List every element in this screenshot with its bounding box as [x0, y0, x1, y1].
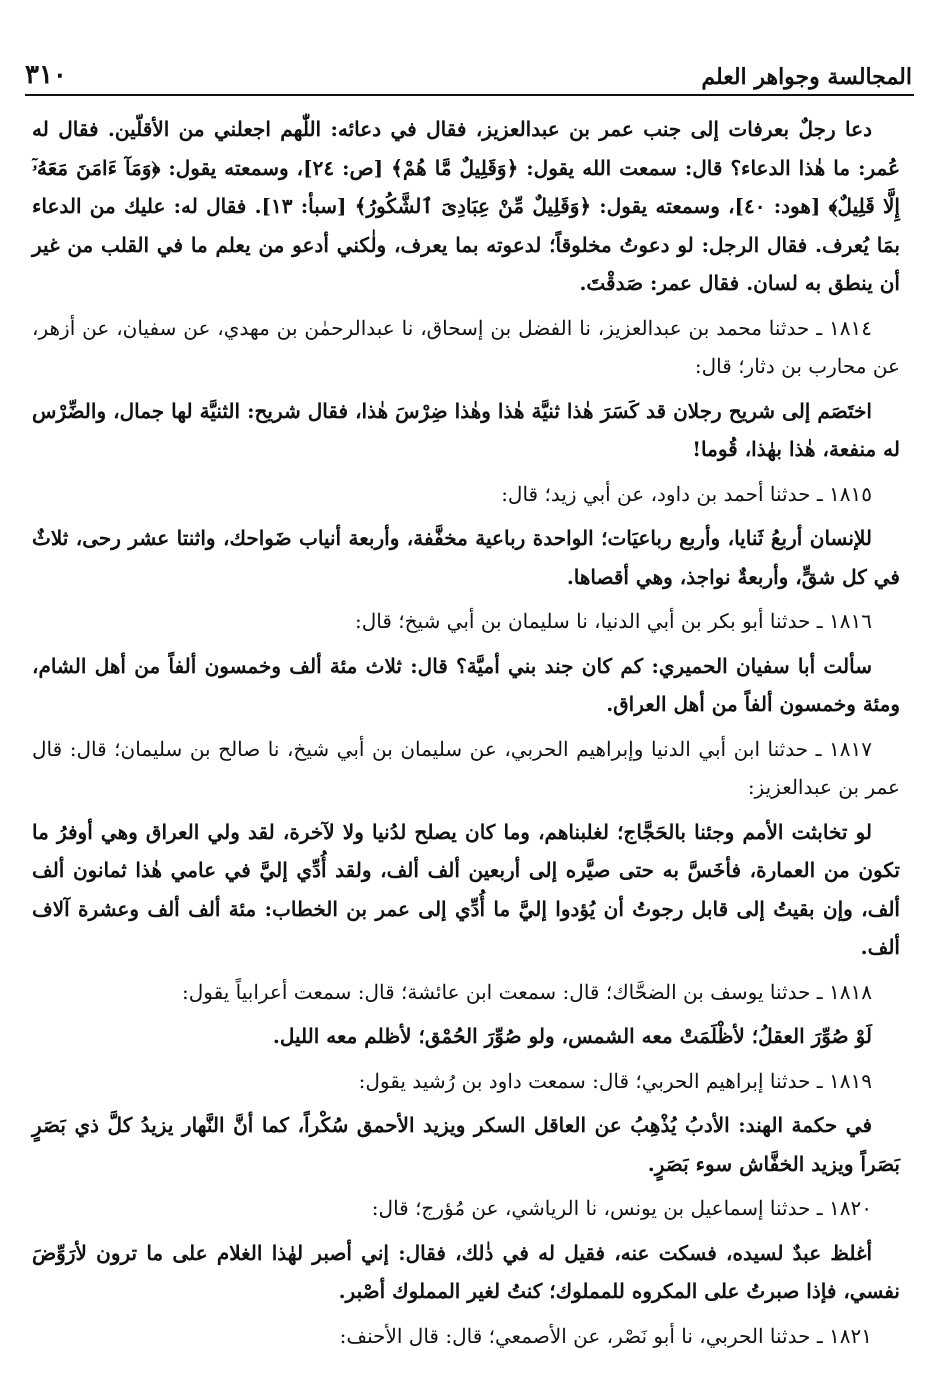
- page-body: [32, 110, 900, 1368]
- page-header: [25, 50, 912, 90]
- paragraph-isnad: ١٨٢٠ ـ حدثنا إسماعيل بن يونس، نا الرياشي، عن مُؤرج؛ قال:: [371, 1196, 872, 1220]
- book-title: المجالسة وجواهر العلم: [701, 64, 912, 90]
- paragraph-text: اختَصَم إلى شريح رجلان قد كَسَرَ هٰذا ثنيَّة هٰذا وهٰذا ضِرْسَ هٰذا، فقال شريح: الثنيَّة لها جمال، والضِّرْس له منفعة، هٰذا بهٰذا، قُوما!: [32, 398, 900, 461]
- paragraph-isnad: ١٨١٩ ـ حدثنا إبراهيم الحربي؛ قال: سمعت داود بن رُشيد يقول:: [358, 1068, 872, 1093]
- paragraph-text: لَوْ صُوِّرَ العقلُ؛ لأظْلَمَتْ معه الشمس، ولو صُوِّرَ الحُمْق؛ لأظلم معه الليل.: [272, 1024, 872, 1048]
- paragraph-text: دعا رجلٌ بعرفات إلى جنب عمر بن عبدالعزيز، فقال في دعائه: اللّٰهم اجعلني من الأقلّين. فقال له عُمر: ما هٰذا الدعاء؟ قال: سمعت الله يقول: ﴿وَقَلِيلٌ مَّا هُمْ﴾ [ص: ٢٤]، وسمعته يقول: ﴿وَمَآ ءَامَنَ مَعَهُۥٓ إِلَّا قَلِيلٌ﴾ [هود: ٤٠]، وسمعته يقول: ﴿وَقَلِيلٌ مِّنْ عِبَادِىَ ٱلشَّكُورُ﴾ [سبأ: ١٣]. فقال له: عليك من الدعاء بمَا يُعرف. فقال الرجل: لو دعوتُ مخلوقاً؛ لدعوته بما يعرف، ولٰكني أدعو من يعلم ما في القلب من غير أن ينطق به لسان. فقال عمر: صَدقْتَ.: [32, 117, 900, 295]
- paragraph-text: سألت أبا سفيان الحميري: كم كان جند بني أميَّة؟ قال: ثلاث مئة ألف وخمسون ألفاً من أهل الشام، ومئة وخمسون ألفاً من أهل العراق.: [32, 653, 900, 716]
- paragraph-isnad: ١٨١٤ ـ حدثنا محمد بن عبدالعزيز، نا الفضل بن إسحاق، نا عبدالرحمٰن بن مهدي، عن سفيان، عن أزهر، عن محارب بن دثار؛ قال:: [32, 315, 900, 378]
- paragraph-isnad: ١٨١٧ ـ حدثنا ابن أبي الدنيا وإبراهيم الحربي، عن سليمان بن أبي شيخ، نا صالح بن سليمان؛ قال: قال عمر بن عبدالعزيز:: [32, 736, 900, 799]
- header-rule: [25, 94, 914, 96]
- paragraph-isnad: ١٨١٦ ـ حدثنا أبو بكر بن أبي الدنيا، نا سليمان بن أبي شيخ؛ قال:: [354, 609, 872, 633]
- paragraph-isnad: ١٨١٥ ـ حدثنا أحمد بن داود، عن أبي زيد؛ قال:: [501, 481, 872, 506]
- paragraph-text: أغلظ عبدٌ لسيده، فسكت عنه، فقيل له في ذٰلك، فقال: إني أصبر لهٰذا الغلام على ما ترون لأرَوِّضَ نفسي، فإذا صبرتُ على المكروه للمملوك؛ كنتُ لغير المملوك أصْبر.: [32, 1240, 900, 1303]
- paragraph-text: للإنسان أربعُ ثَنايا، وأربع رباعيَات؛ الواحدة رباعية مخفَّفة، وأربعة أنياب ضَواحك، واثنتا عشر رحى، ثلاثٌ في كل شقٍّ، وأربعةٌ نواجذ، وهي أقصاها.: [32, 526, 900, 589]
- paragraph-isnad: ١٨١٨ ـ حدثنا يوسف بن الضحَّاك؛ قال: سمعت ابن عائشة؛ قال: سمعت أعرابياً يقول:: [181, 979, 872, 1004]
- paragraph-isnad: ١٨٢١ ـ حدثنا الحربي، نا أبو نَصْر، عن الأصمعي؛ قال: قال الأحنف:: [339, 1323, 872, 1348]
- paragraph-text: لو تخابثت الأمم وجئنا بالحَجَّاج؛ لغلبناهم، وما كان يصلح لدُنيا ولا لآخرة، لقد ولي العراق وهي أوفرُ ما تكون من العمارة، فأخَسَّ به حتى صيَّره إلى أربعين ألف ألف، ولقد أُدِّي إليَّ في عامي هٰذا ثمانون ألف ألف، وإن بقيتُ إلى قابل رجوتُ أن يُؤدوا إليَّ ما أُدِّي إلى عمر بن الخطاب: مئة ألف ألف وعشرة آلاف ألف.: [32, 819, 900, 959]
- paragraph-text: في حكمة الهند: الأدبُ يُذْهِبُ عن العاقل السكر ويزيد الأحمق سُكْراً، كما أنَّ النَّهار يزيدُ كلَّ ذي بَصَرٍ بَصَراً ويزيد الخفَّاش سوء بَصَرٍ.: [32, 1113, 900, 1176]
- page-number: ٣١٠: [25, 60, 67, 90]
